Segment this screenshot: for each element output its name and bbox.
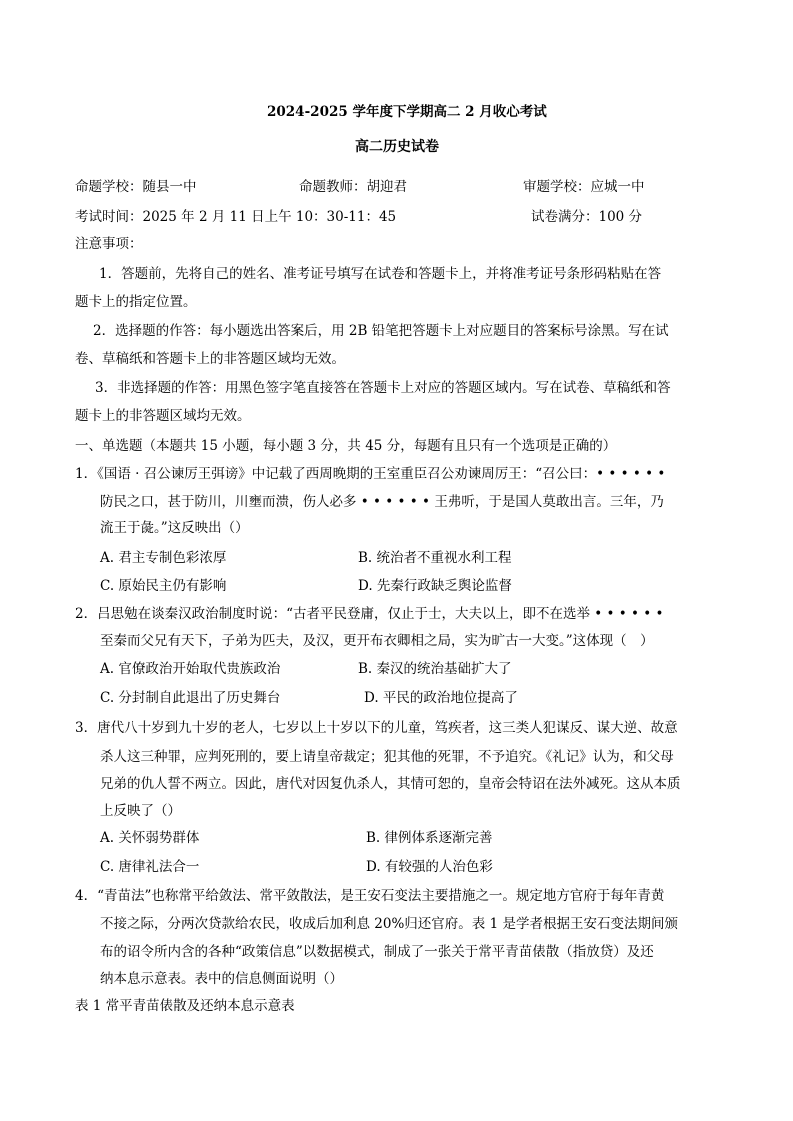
paper-title: 高二历史试卷 bbox=[355, 139, 439, 155]
q3-option-c: C. 唐律礼法合一 bbox=[100, 859, 200, 875]
q1-option-d: D. 先秦行政缺乏舆论监督 bbox=[358, 578, 512, 594]
q2-stem-line-1: 2．吕思勉在谈秦汉政治制度时说：“古者平民登庸，仅止于士，大夫以上，即不在选举 • • • • • • bbox=[75, 606, 664, 622]
q3-option-d: D. 有较强的人治色彩 bbox=[366, 859, 493, 875]
note-1-line-2: 题卡上的指定位置。 bbox=[75, 294, 197, 310]
q1-option-c: C. 原始民主仍有影响 bbox=[100, 578, 227, 594]
exam-time: 考试时间：2025 年 2 月 11 日上午 10：30-11：45 bbox=[75, 209, 397, 225]
note-2-line-1: 2．选择题的作答：每小题选出答案后，用 2B 铅笔把答题卡上对应题目的答案标号涂黑。写在试 bbox=[93, 323, 669, 339]
q1-stem-line-1: 1．《国语 · 召公谏厉王弭谤》中记载了西周晚期的王室重臣召公劝谏周厉王：“召公曰：• • • • • • bbox=[75, 466, 666, 482]
q3-option-b: B. 律例体系逐渐完善 bbox=[366, 830, 493, 846]
q2-option-c: C. 分封制自此退出了历史舞台 bbox=[100, 690, 281, 706]
q4-stem-line-1: 4．“青苗法”也称常平给敛法、常平敛散法，是王安石变法主要措施之一。规定地方官府于每年青黄 bbox=[75, 888, 665, 904]
q2-option-d: D. 平民的政治地位提高了 bbox=[364, 690, 518, 706]
note-3-line-1: 3．非选择题的作答：用黑色签字笔直接答在答题卡上对应的答题区域内。写在试卷、草稿纸和答 bbox=[95, 380, 671, 396]
review-label: 审题学校：应城一中 bbox=[523, 179, 645, 195]
q1-option-a: A. 君主专制色彩浓厚 bbox=[100, 550, 227, 566]
note-3-line-2: 题卡上的非答题区域均无效。 bbox=[75, 408, 251, 424]
q3-stem-line-2: 杀人这三种罪，应判死刑的，要上请皇帝裁定；犯其他的死罪，不予追究。《礼记》认为，和父母 bbox=[100, 749, 674, 765]
school-label: 命题学校：随县一中 bbox=[75, 179, 197, 195]
notes-heading: 注意事项： bbox=[75, 236, 143, 252]
q1-stem-line-3: 流王于彘。”这反映出（） bbox=[100, 520, 249, 536]
note-1-line-1: 1．答题前，先将自己的姓名、准考证号填写在试卷和答题卡上，并将准考证号条形码粘贴在答 bbox=[99, 266, 662, 282]
q3-stem-line-1: 3．唐代八十岁到九十岁的老人，七岁以上十岁以下的儿童，笃疾者，这三类人犯谋反、谋大逆、故意 bbox=[75, 720, 678, 736]
q4-stem-line-2: 不接之际，分两次贷款给农民，收成后加利息 20%归还官府。表 1 是学者根据王安石变法期间颁 bbox=[100, 916, 678, 932]
q2-option-b: B. 秦汉的统治基础扩大了 bbox=[358, 661, 512, 677]
q3-option-a: A. 关怀弱势群体 bbox=[100, 830, 200, 846]
q3-stem-line-4: 上反映了（） bbox=[100, 803, 181, 819]
q1-option-b: B. 统治者不重视水利工程 bbox=[358, 550, 512, 566]
full-score: 试卷满分：100 分 bbox=[531, 209, 643, 225]
q2-option-a: A. 官僚政治开始取代贵族政治 bbox=[100, 661, 281, 677]
exam-title: 2024-2025 学年度下学期高二 2 月收心考试 bbox=[267, 104, 547, 120]
section-heading: 一、单选题（本题共 15 小题，每小题 3 分，共 45 分，每题有且只有一个选项是正确的） bbox=[75, 438, 617, 454]
teacher-label: 命题教师：胡迎君 bbox=[299, 179, 407, 195]
table-caption: 表 1 常平青苗俵散及还纳本息示意表 bbox=[75, 998, 295, 1014]
q2-stem-line-2: 至秦而父兄有天下，子弟为匹夫，及汉，更开布衣卿相之局，实为旷古一大变。”这体现（ ） bbox=[100, 633, 654, 649]
q4-stem-line-4: 纳本息示意表。表中的信息侧面说明（） bbox=[100, 971, 343, 987]
q4-stem-line-3: 布的诏令所内含的各种“政策信息”以数据模式，制成了一张关于常平青苗俵散（指放贷）及还 bbox=[100, 944, 654, 960]
q1-stem-line-2: 防民之口，甚于防川，川壅而溃，伤人必多 • • • • • • 王弗听，于是国人莫敢出言。三年，乃 bbox=[100, 494, 664, 510]
q3-stem-line-3: 兄弟的仇人誓不两立。因此，唐代对因复仇杀人，其情可恕的，皇帝会特诏在法外减死。这从本质 bbox=[100, 776, 681, 792]
note-2-line-2: 卷、草稿纸和答题卡上的非答题区域均无效。 bbox=[75, 351, 345, 367]
